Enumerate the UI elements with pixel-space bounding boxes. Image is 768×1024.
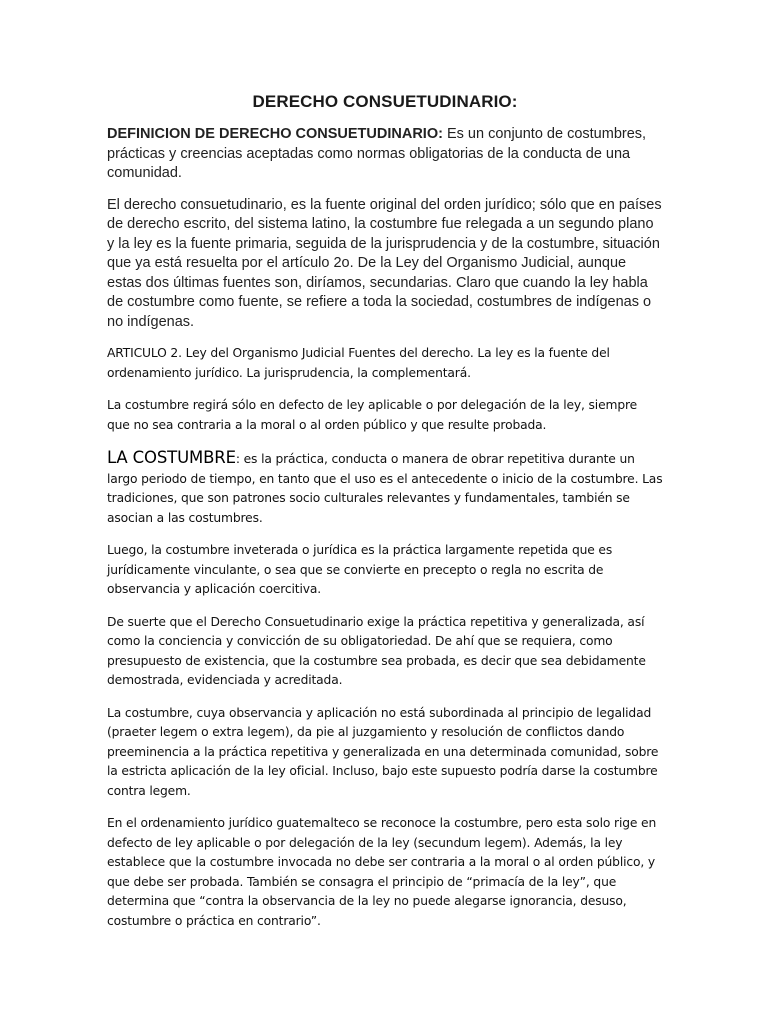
paragraph-suerte: De suerte que el Derecho Consuetudinario exige la práctica repetitiva y generalizada, así como la conciencia y convicción de su obligatoriedad. De ahí que se requiera, como presupuesto de existencia, que la costumbre sea probada, es decir que sea debidamente demostrada, evidenciada y acreditada. (107, 614, 646, 687)
costumbre-label: LA COSTUMBRE (107, 448, 236, 467)
paragraph-guatemala: En el ordenamiento jurídico guatemalteco se reconoce la costumbre, pero esta solo rige en defecto de ley aplicable o por delegación de la ley (secundum legem). Además, la ley establece que la costumbre invocada no debe ser contraria a la moral o al orden público, y que debe ser probada. También se consagra el principio de “primacía de la ley”, que determina que “contra la observancia de la ley no puede alegarse ignorancia, desuso, costumbre o práctica en contrario”. (107, 816, 657, 928)
definition-paragraph (107, 125, 663, 184)
document-page (107, 92, 663, 944)
definition-text: Es un conjunto de costumbres, prácticas y creencias aceptadas como normas obligatorias de la conducta de una comunidad. (107, 126, 647, 181)
document-title: DERECHO CONSUETUDINARIO: (252, 92, 518, 111)
paragraph-luego: Luego, la costumbre inveterada o jurídica es la práctica largamente repetida que es jurídicamente vinculante, o sea que se convierte en precepto o regla no escrita de observancia y aplicación coercitiva. (107, 543, 613, 596)
article-2-continuation: La costumbre regirá sólo en defecto de ley aplicable o por delegación de la ley, siempre que no sea contraria a la moral o al orden público y que resulte probada. (107, 398, 638, 432)
article-2-paragraph: ARTICULO 2. Ley del Organismo Judicial Fuentes del derecho. La ley es la fuente del ordenamiento jurídico. La jurisprudencia, la complementará. (107, 346, 610, 380)
paragraph-observancia: La costumbre, cuya observancia y aplicación no está subordinada al principio de legalidad (praeter legem o extra legem), da pie al juzgamiento y resolución de conflictos dando preeminencia a la práctica repetitiva y generalizada en una determinada comunidad, sobre la estricta aplicación de la ley oficial. Incluso, bajo este supuesto podría darse la costumbre contra legem. (107, 705, 659, 798)
costumbre-text: : es la práctica, conducta o manera de obrar repetitiva durante un largo periodo de tiempo, en tanto que el uso es el antecedente o inicio de la costumbre. Las tradiciones, que son patrones socio culturales relevantes y fundamentales, también se asocian a las costumbres. (107, 452, 663, 525)
costumbre-paragraph (107, 448, 663, 528)
definition-label: DEFINICION DE DERECHO CONSUETUDINARIO: (107, 126, 443, 142)
paragraph-derecho-consuetudinario: El derecho consuetudinario, es la fuente original del orden jurídico; sólo que en países de derecho escrito, del sistema latino, la costumbre fue relegada a un segundo plano y la ley es la fuente primaria, seguida de la jurisprudencia y de la costumbre, situación que ya está resuelta por el artículo 2o. De la Ley del Organismo Judicial, aunque estas dos últimas fuentes son, diríamos, secundarias. Claro que cuando la ley habla de costumbre como fuente, se refiere a toda la sociedad, costumbres de indígenas o no indígenas. (107, 196, 662, 330)
